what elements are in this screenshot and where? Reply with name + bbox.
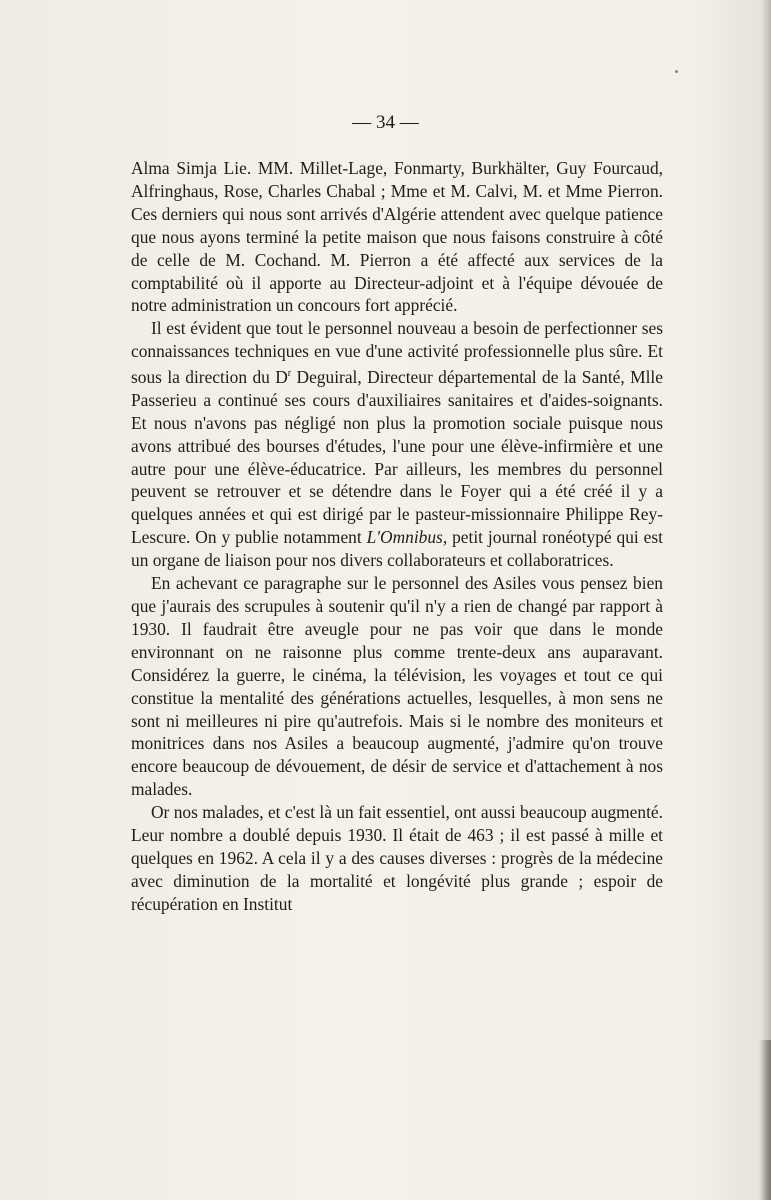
- paragraph: Alma Simja Lie. MM. Millet-Lage, Fonmarty, Burkhälter, Guy Fourcaud, Alfringhaus, Rose, Charles Chabal ; Mme et M. Calvi, M. et Mme Pierron. Ces derniers qui nous sont arrivés d'Algérie attendent avec quelque patience que nous ayons terminé la petite maison que nous faisons construire à côté de celle de M. Cochand. M. Pierron a été affecté aux services de la comptabilité où il apporte au Directeur-adjoint et à l'équipe dévouée de notre administration un concours fort apprécié.: [131, 158, 663, 316]
- paper-speck: [675, 70, 678, 73]
- page-edge-shadow: [761, 0, 771, 1200]
- superscript: r: [287, 368, 292, 380]
- paragraph: [131, 317, 663, 572]
- page-edge-shadow-lower: [759, 1040, 771, 1200]
- paragraph: Or nos malades, et c'est là un fait essentiel, ont aussi beaucoup augmenté. Leur nombre a doublé depuis 1930. Il était de 463 ; il est passé à mille et quelques en 1962. A cela il y a des causes diverses : progrès de la médecine avec diminution de la mortalité et longévité plus grande ; espoir de récupération en Institut: [131, 802, 663, 914]
- paragraph: En achevant ce paragraphe sur le personnel des Asiles vous pensez bien que j'aurais des scrupules à soutenir qu'il n'y a rien de changé par rapport à 1930. Il faudrait être aveugle pour ne pas voir que dans le monde environnant on ne raisonne plus comme trente-deux ans auparavant. Considérez la guerre, le cinéma, la télévision, les voyages et tout ce qui constitue la mentalité des générations actuelles, lesquelles, à mon sens ne sont ni meilleures ni pire qu'autrefois. Mais si le nombre des moniteurs et monitrices dans nos Asiles a beaucoup augmenté, j'admire qu'on trouve encore beaucoup de dévouement, de désir de service et d'attachement à nos malades.: [131, 573, 663, 800]
- page-number: — 34 —: [352, 112, 419, 133]
- paragraph-text: petit journal ronéotypé qui est un organe de liaison pour nos divers collaborateurs et collaboratrices.: [131, 527, 663, 571]
- paragraph-text: Il est évident que tout le personnel nouveau a besoin de perfectionner ses connaissances techniques en vue d'une activité professionnelle plus sûre. Et sous la direction du D: [131, 318, 663, 387]
- paragraph-text: Deguiral, Directeur départemental de la Santé, Mlle Passerieu a continué ses cours d'auxiliaires sanitaires et d'aides-soignants. Et nous n'avons pas négligé non plus la promotion sociale puisque nous avons attribué des bourses d'études, l'une pour une élève-infirmière et une autre pour une élève-éducatrice. Par ailleurs, les membres du personnel peuvent se retrouver et se détendre dans le Foyer qui a été créé il y a quelques années et qui est dirigé par le pasteur-missionnaire Philippe Rey-Lescure. On y publie notamment: [131, 366, 663, 548]
- journal-title: L'Omnibus,: [366, 527, 448, 548]
- body-text: [131, 157, 663, 916]
